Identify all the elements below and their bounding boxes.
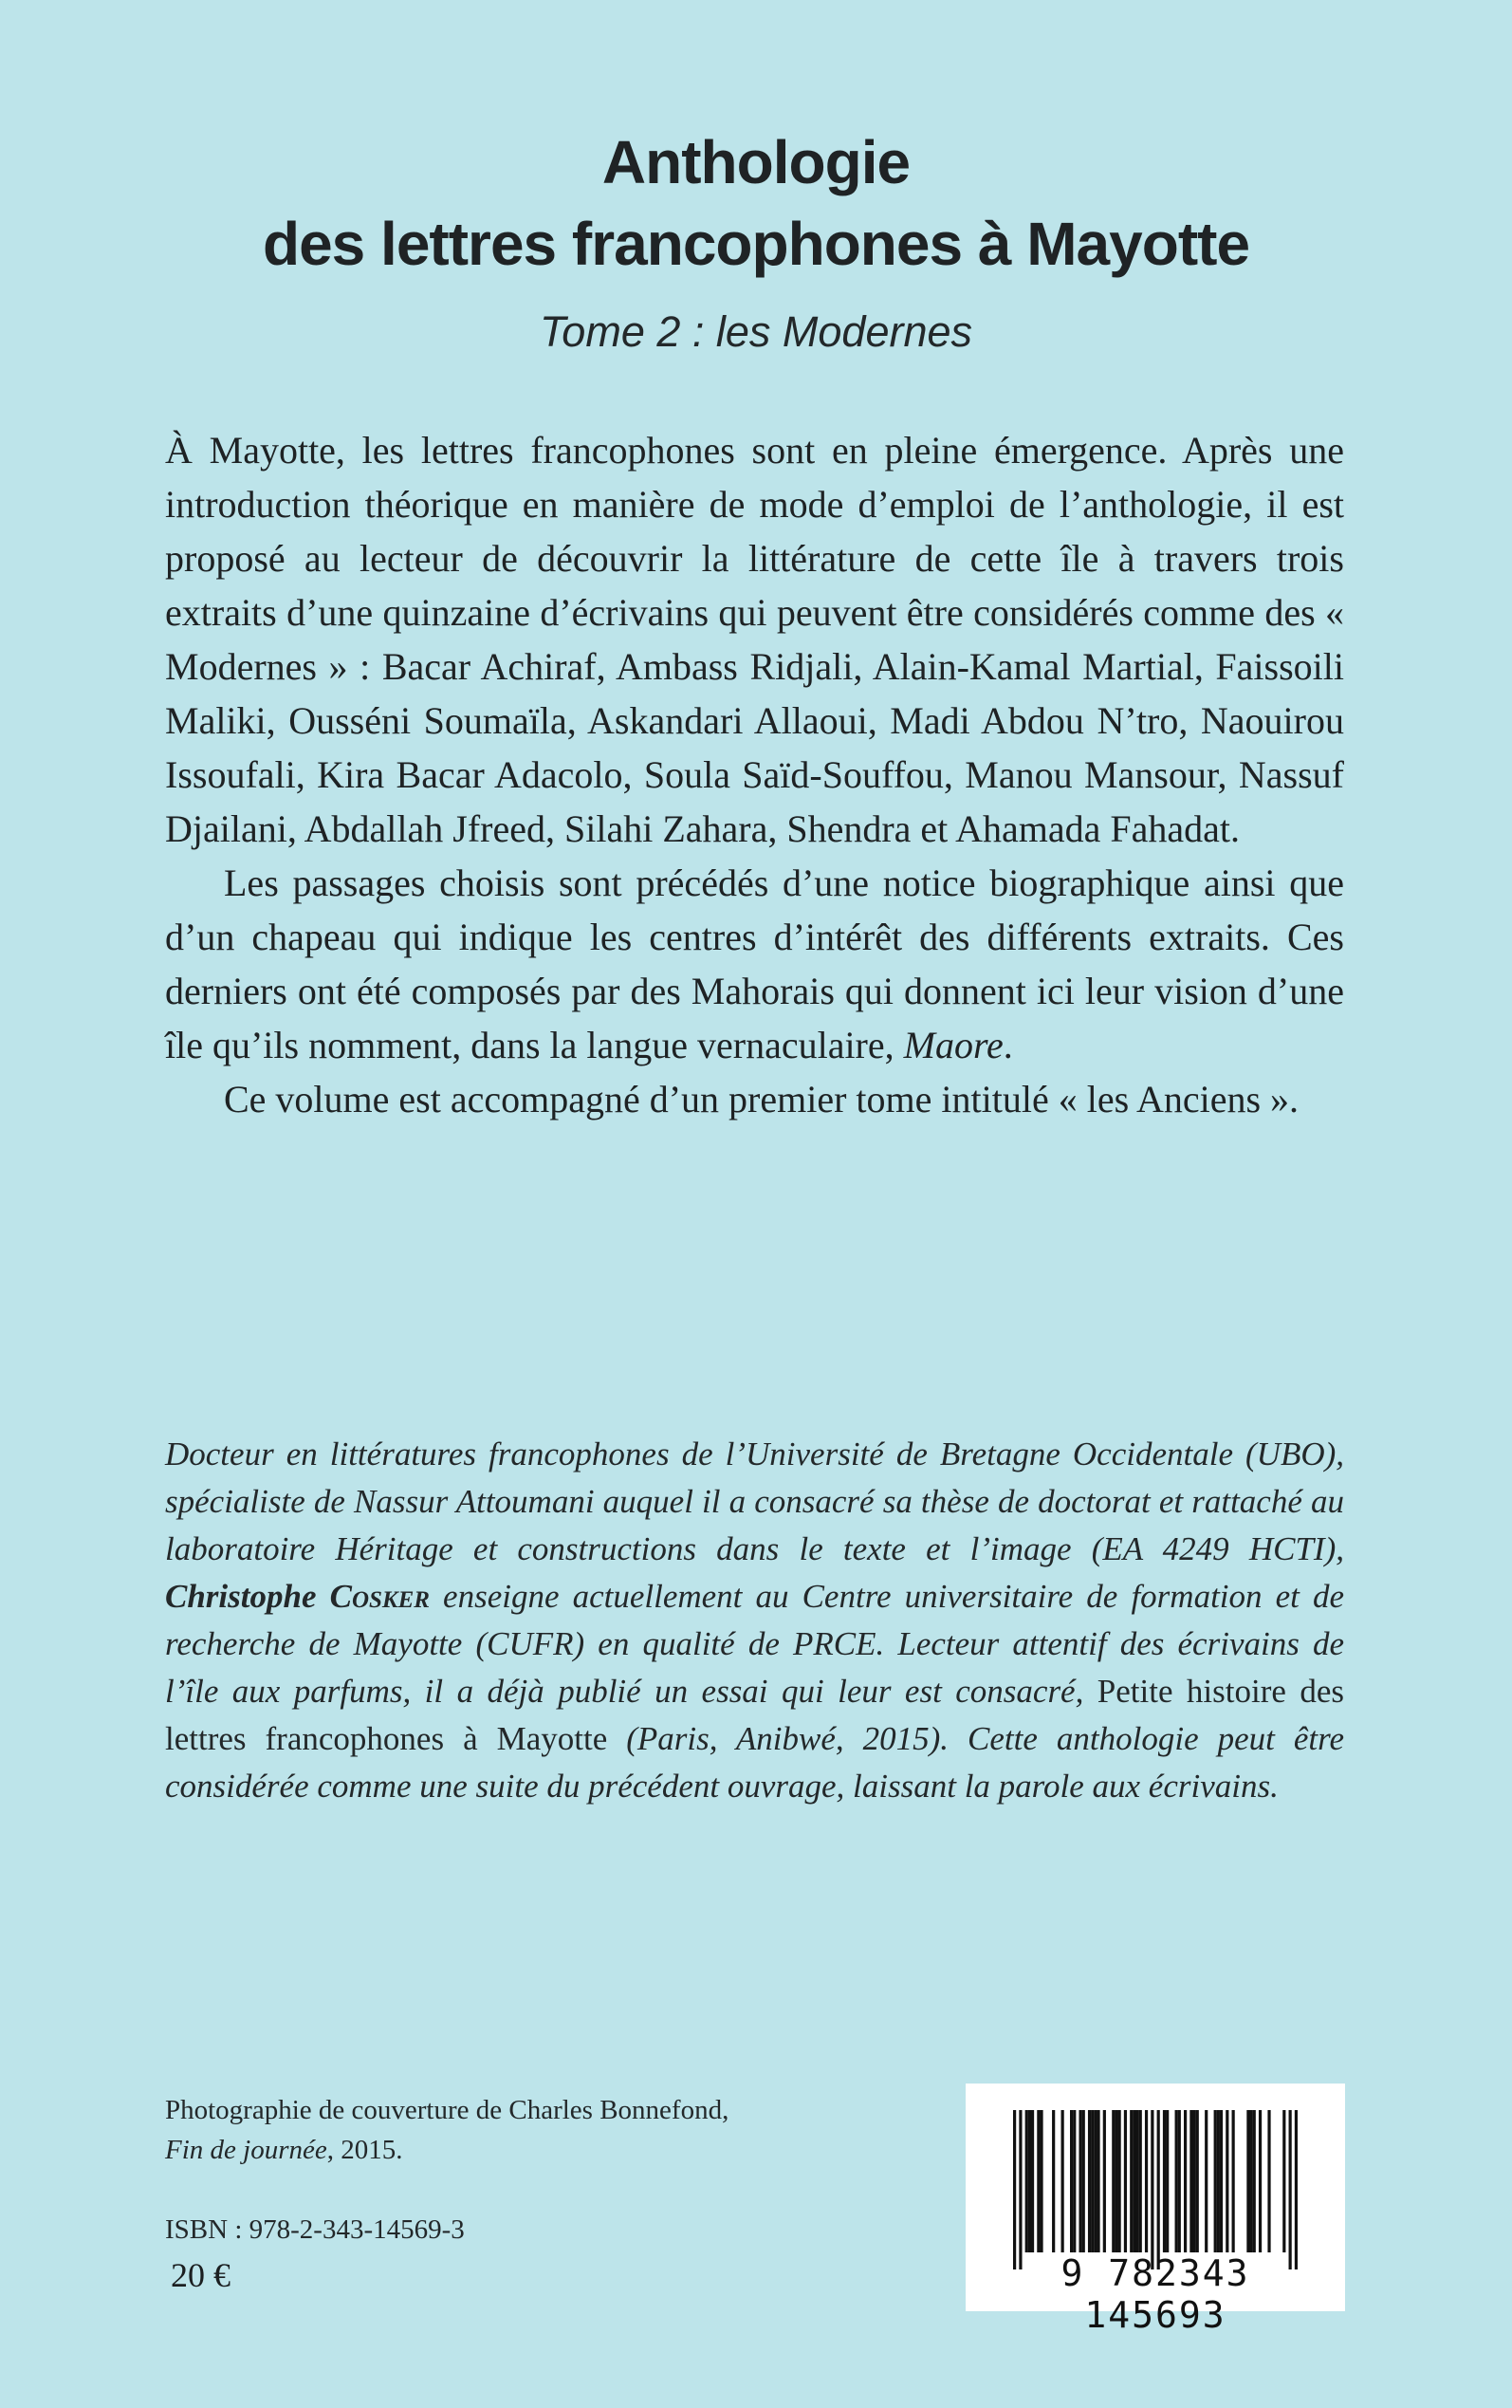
barcode-bar (1103, 2110, 1106, 2252)
blurb-paragraph-3: Ce volume est accompagné d’un premier tome intitulé « les Anciens ». (224, 1078, 1300, 1121)
blurb-maore-word: Maore (903, 1024, 1004, 1066)
bio-book-title: Petite histoire des lettres francophones à Mayotte (165, 1673, 1344, 1757)
barcode-bar (1220, 2110, 1223, 2252)
blurb-paragraph-2-end: . (1003, 1024, 1013, 1066)
barcode-bar (1196, 2110, 1199, 2252)
photo-title: Fin de journée (165, 2135, 327, 2165)
barcode-bar (1091, 2110, 1094, 2252)
isbn: ISBN : 978-2-343-14569-3 (165, 2214, 465, 2245)
barcode-bar (1079, 2110, 1081, 2252)
photo-credit-title-line (165, 2130, 829, 2170)
barcode-bar (1097, 2110, 1099, 2252)
bio-part-2: enseigne actuellement au Centre universitaire de formation et de recherche de Mayotte (CUFR) en qualité de PRCE. Lecteur attentif des écrivains de l’île aux parfums, il a déjà publié un essai qui leur est consacré, (165, 1578, 1345, 1710)
barcode-bar (1178, 2110, 1181, 2252)
barcode-bar (1217, 2110, 1220, 2252)
barcode-bar (1082, 2110, 1085, 2252)
barcode-bar (1289, 2110, 1292, 2269)
barcode-bar (1192, 2110, 1195, 2252)
barcode-bar (1040, 2110, 1042, 2252)
barcode-bar (1135, 2110, 1138, 2252)
book-title-line-2: des lettres francophones à Mayotte (262, 210, 1250, 278)
barcode-bar (1019, 2110, 1022, 2269)
barcode-bar (1133, 2110, 1135, 2252)
blurb-paragraph-1: À Mayotte, les lettres francophones sont en pleine émergence. Après une introduction théorique en manière de mode d’emploi de l’anthologie, il est proposé au lecteur de découvrir la littérature de cette île à travers trois extraits d’une quinzaine d’écrivains qui peuvent être considérés comme des « Modernes » : Bacar Achiraf, Ambass Ridjali, Alain-Kamal Martial, Faissoili Maliki, Ousséni Soumaïla, Askandari Allaoui, Madi Abdou N’tro, Naouirou Issoufali, Kira Bacar Adacolo, Soula Saïd-Souffou, Manou Mansour, Nassuf Djailani, Abdallah Jfreed, Silahi Zahara, Shendra et Ahamada Fahadat. (165, 429, 1344, 850)
barcode-bar (1151, 2110, 1153, 2269)
book-title-line-1: Anthologie (601, 128, 911, 196)
barcode-bar (1232, 2110, 1235, 2252)
barcode-bar (1166, 2110, 1169, 2252)
barcode-bar (1025, 2110, 1028, 2252)
barcode-bar (1028, 2110, 1031, 2252)
barcode-bar (1249, 2110, 1252, 2252)
barcode (966, 2084, 1345, 2336)
price: 20 € (171, 2256, 230, 2294)
barcode-bar (1175, 2110, 1178, 2252)
barcode-bar (1130, 2110, 1133, 2252)
barcode-bar (1226, 2110, 1228, 2252)
barcode-bar (1157, 2110, 1160, 2269)
photo-credit (165, 2090, 829, 2170)
barcode-bar (1139, 2110, 1142, 2252)
barcode-bars (1013, 2110, 1298, 2269)
barcode-bar (1118, 2110, 1121, 2252)
barcode-bar (1073, 2110, 1076, 2252)
barcode-bar (1267, 2110, 1270, 2252)
author-bio (165, 1431, 1344, 1810)
barcode-bar (1145, 2110, 1148, 2252)
bio-part-3: (Paris, Anibwé, 2015). Cette anthologie peut être considérée comme une suite du précédent ouvrage, laissant la parole aux écrivains. (165, 1720, 1344, 1805)
barcode-bar (1094, 2110, 1097, 2252)
barcode-bar (1246, 2110, 1249, 2252)
barcode-bar (1115, 2110, 1117, 2252)
barcode-bar (1037, 2110, 1040, 2252)
barcode-bar (1112, 2110, 1115, 2252)
barcode-bar (1031, 2110, 1034, 2252)
author-first-name: Christophe (165, 1578, 330, 1615)
barcode-bar (1253, 2110, 1256, 2252)
barcode-bar (1013, 2110, 1016, 2269)
barcode-bar (1189, 2110, 1192, 2252)
blurb (165, 423, 1344, 1126)
barcode-bar (1070, 2110, 1073, 2252)
barcode-bar (1205, 2110, 1208, 2252)
author-last-name: Cosker (329, 1578, 430, 1615)
bio-part-1: Docteur en littératures francophones de l’Université de Bretagne Occidentale (UBO), spécialiste de Nassur Attoumani auquel il a consacré sa thèse de doctorat et rattaché au laboratoire Héritage et constructions dans le texte et l’image (EA 4249 HCTI), (165, 1436, 1344, 1567)
barcode-bar (1259, 2110, 1262, 2252)
title-block (0, 121, 1512, 361)
barcode-bar (1088, 2110, 1091, 2252)
barcode-bar (1282, 2110, 1285, 2252)
blurb-paragraph-2-text: Les passages choisis sont précédés d’une notice biographique ainsi que d’un chapeau qui indique les centres d’intérêt des différents extraits. Ces derniers ont été composés par des Mahorais qui donnent ici leur vision d’une île qu’ils nomment, dans la langue vernaculaire, (165, 861, 1344, 1066)
barcode-bar (1184, 2110, 1187, 2252)
book-subtitle: Tome 2 : les Modernes (539, 307, 973, 356)
barcode-bar (1163, 2110, 1166, 2252)
barcode-digits: 9 782343 145693 (1060, 2252, 1250, 2336)
photo-year: , 2015. (326, 2135, 403, 2165)
photo-credit-line: Photographie de couverture de Charles Bonnefond, (165, 2095, 729, 2125)
barcode-bar (1295, 2110, 1298, 2269)
barcode-bar (1052, 2110, 1055, 2252)
barcode-bar (1061, 2110, 1064, 2252)
barcode-bar (1214, 2110, 1217, 2252)
barcode-bar (1124, 2110, 1127, 2252)
blurb-paragraph-2 (165, 856, 1344, 1072)
